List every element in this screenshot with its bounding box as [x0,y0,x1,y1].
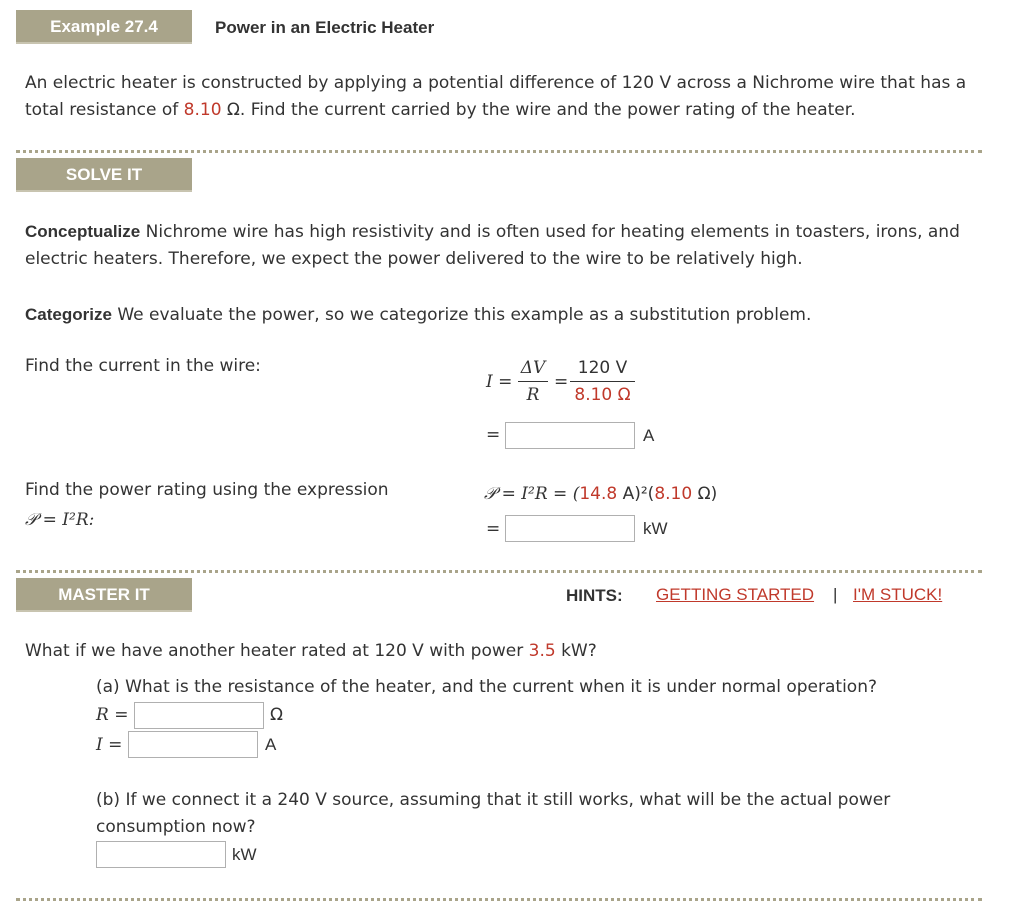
categorize-text: We evaluate the power, so we categorize this example as a substitution problem. [111,305,812,325]
divider-3 [16,898,982,901]
hints-separator: | [833,585,838,604]
resistance-input[interactable] [134,702,264,729]
problem-statement [25,70,975,124]
step2-prompt-line2: 𝒫 = I²R: [25,510,95,530]
p-unit: kW [232,845,257,864]
i-label: I = [96,735,123,755]
master-question-power: 3.5 [528,641,556,661]
master-question-b: kW? [555,641,597,661]
problem-resistance: 8.10 [183,100,222,120]
part-a-question: (a) What is the resistance of the heater, and the current when it is under normal operation? [96,677,878,697]
power-unit: kW [643,519,668,538]
step1-eq2: = [486,425,501,445]
current-answer-input[interactable] [505,422,635,449]
conceptualize-text: Nichrome wire has high resistivity and is often used for heating elements in toasters, irons, and electric heaters. Therefore, we expect the power delivered to the wire to be relatively high. [25,222,960,269]
power-expression-resistance: 8.10 [654,484,693,504]
power-expression-end: Ω) [692,484,718,504]
conceptualize-paragraph [25,218,985,273]
categorize-label: Categorize [25,305,112,324]
current-unit: A [643,426,655,445]
step1-den-sym: R [526,385,540,405]
divider-1 [16,150,982,153]
power-expression-lhs: 𝒫 = I²R = ( [484,484,580,504]
master-it-tag: MASTER IT [16,578,192,612]
step1-den-val: 8.10 Ω [574,385,631,405]
example-tag: Example 27.4 [16,10,192,44]
hints-label: HINTS: [566,586,623,605]
i-unit: A [265,735,277,754]
power-expression-current: 14.8 [579,484,618,504]
r-label: R = [96,705,129,725]
step2-eq2: = [486,519,501,539]
step1-eq: = [554,372,569,392]
step1-fracline-val [570,381,635,382]
part-b-question: (b) If we connect it a 240 V source, assuming that it still works, what will be the actual power consumption now? [96,790,891,837]
im-stuck-link[interactable]: I'M STUCK! [853,585,943,604]
solve-it-tag: SOLVE IT [16,158,192,192]
getting-started-link[interactable]: GETTING STARTED [656,585,815,604]
actual-power-input[interactable] [96,841,226,868]
step1-num-val: 120 V [577,358,628,378]
conceptualize-label: Conceptualize [25,222,141,241]
divider-2 [16,570,982,573]
power-answer-input[interactable] [505,515,635,542]
step1-lhs: I = [486,372,513,392]
example-title: Power in an Electric Heater [215,18,435,37]
r-unit: Ω [270,705,283,725]
master-question [25,641,597,661]
current-input[interactable] [128,731,258,758]
problem-text-b: Ω. Find the current carried by the wire and the power rating of the heater. [221,100,856,120]
step2-prompt-line1: Find the power rating using the expression [25,480,389,500]
step1-num-sym: ΔV [520,358,546,378]
step1-prompt: Find the current in the wire: [25,356,261,376]
problem-text-a: An electric heater is constructed by applying a potential difference of 120 V across a Nichrome wire that has a total resistance of [25,73,967,120]
categorize-paragraph [25,301,985,329]
power-expression [484,484,717,504]
master-question-a: What if we have another heater rated at 120 V with power [25,641,529,661]
power-expression-mid: A)²( [617,484,655,504]
step1-fracline-sym [518,381,548,382]
